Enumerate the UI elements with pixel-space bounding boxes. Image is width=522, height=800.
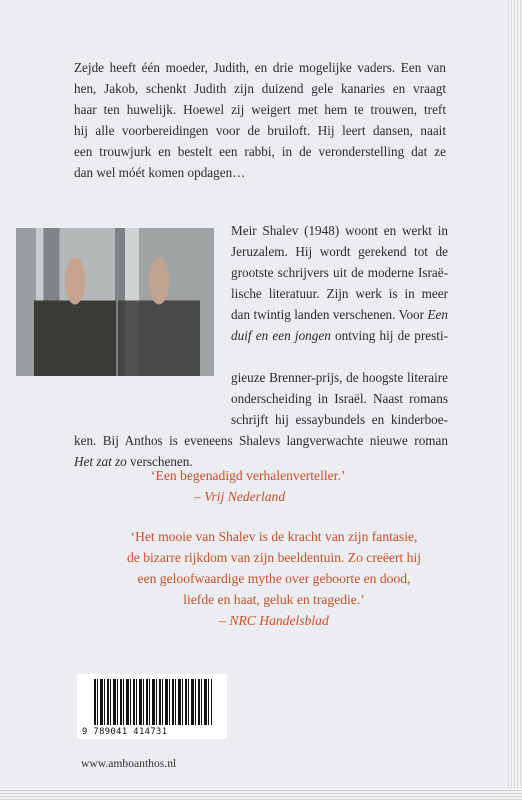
bio-line (231, 304, 448, 325)
bio-line: Meir Shalev (1948) woont en werkt in (231, 223, 448, 238)
quote-line: de bizarre rijkdom van zijn beeldentuin. Zo creëert hij (126, 550, 422, 565)
bio-line: onderscheiding in Israël. Naast romans (231, 391, 448, 406)
author-bio-continued (74, 367, 448, 472)
quote-line: liefde en haat, geluk en tragedie.’ (183, 592, 365, 607)
bio-line (231, 325, 448, 346)
quote-source: – Vrij Nederland (194, 489, 286, 504)
bio-line: ken. Bij Anthos is eveneens Shalevs langverwachte nieuwe roman (74, 433, 448, 448)
quote-vrij-nederland (151, 465, 451, 507)
bio-line: lische literatuur. Zijn werk is in meer (231, 286, 448, 301)
quote-source: – NRC Handelsblad (219, 613, 329, 628)
blurb-line: hij alle voorbereidingen voor de bruiloft. Hij leert dansen, naait (74, 123, 446, 138)
bio-line: schrijft hij essaybundels en kinderboe- (231, 412, 448, 427)
quote-text: ‘Een begenadigd verhalenverteller.’ (151, 468, 346, 483)
blurb-text (74, 57, 446, 183)
page-edge-right (508, 0, 522, 800)
book-title-part: Een (427, 307, 448, 322)
blurb-line: dan wel móét komen opdagen… (74, 165, 246, 180)
bio-line: gieuze Brenner-prijs, de hoogste literaire (231, 370, 448, 385)
bio-line: grootste schrijvers uit de moderne Israë- (231, 265, 448, 280)
publisher-website: www.amboanthos.nl (81, 757, 177, 770)
isbn-barcode (77, 674, 227, 739)
quote-nrc (84, 526, 464, 631)
bio-line-text: ontving hij de presti- (330, 328, 449, 343)
author-figure (34, 254, 116, 376)
blurb-line: een trouwjurk en bestelt een rabbi, in de veronderstelling dat ze (74, 144, 446, 159)
book-title: Het zat zo (74, 454, 127, 469)
author-reflection (118, 254, 200, 376)
quote-line: een geloofwaardige mythe over geboorte en dood, (137, 571, 411, 586)
page-edge-bottom (0, 788, 522, 800)
blurb-line: hen, Jakob, schenkt Judith zijn duizend gele kanaries en vraagt (74, 81, 446, 96)
bio-line-text: dan twintig landen verschenen. Voor (231, 307, 425, 322)
author-photo (16, 228, 214, 376)
blurb-line: haar ten huwelijk. Hoewel zij weigert met hem te trouwen, treft (74, 102, 446, 117)
bio-line-text: verschenen. (126, 454, 193, 469)
barcode-bars (94, 679, 212, 725)
bio-line: Jeruzalem. Hij wordt gerekend tot de (231, 244, 448, 259)
quote-line: ‘Het mooie van Shalev is de kracht van zijn fantasie, (130, 529, 418, 544)
barcode-number: 9 789041 414731 (82, 727, 168, 737)
author-bio (231, 220, 448, 346)
blurb-line: Zejde heeft één moeder, Judith, en drie mogelijke vaders. Een van (74, 60, 446, 75)
book-title: duif en een jongen (231, 328, 331, 343)
